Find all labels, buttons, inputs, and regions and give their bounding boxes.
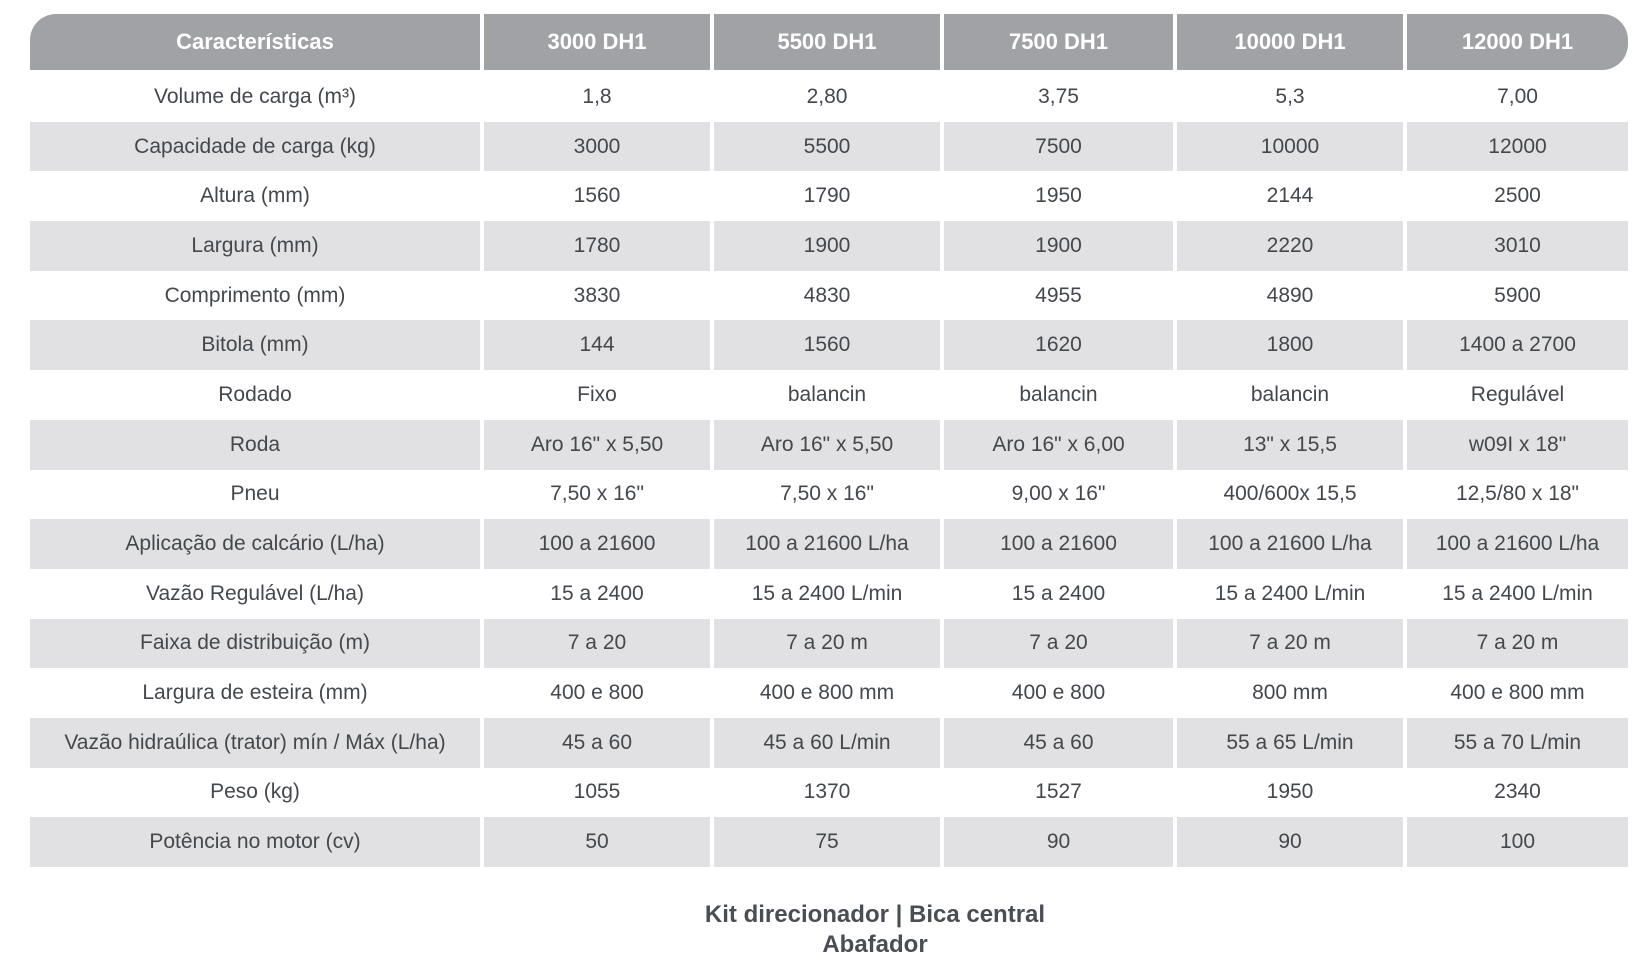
- value-cell: 13" x 15,5: [1177, 420, 1403, 470]
- row-label-cell: Aplicação de calcário (L/ha): [30, 519, 480, 569]
- value-cell: 7 a 20: [484, 619, 710, 669]
- value-cell: Fixo: [577, 382, 617, 406]
- row-label-cell: Pneu: [230, 482, 280, 506]
- accessories-line-1: Kit direcionador | Bica central: [704, 901, 1046, 928]
- row-label-cell: Rodado: [218, 382, 292, 406]
- table-row: [30, 668, 1620, 718]
- value-cell: 3010: [1407, 221, 1628, 271]
- value-cell: 7 a 20 m: [1407, 619, 1628, 669]
- value-cell: 1900: [944, 221, 1173, 271]
- value-cell: 3830: [573, 283, 621, 307]
- value-cell: 1950: [1266, 780, 1314, 804]
- value-cell: 7,50 x 16": [550, 482, 644, 506]
- value-cell: Aro 16" x 5,50: [484, 420, 710, 470]
- value-cell: 45 a 60: [484, 718, 710, 768]
- value-cell: 800 mm: [1252, 681, 1328, 705]
- value-cell: balancin: [1250, 382, 1330, 406]
- value-cell: 1,8: [582, 84, 612, 108]
- value-cell: 4890: [1266, 283, 1314, 307]
- table-row: [30, 817, 1620, 867]
- value-cell: 4830: [803, 283, 851, 307]
- value-cell: 15 a 2400: [550, 581, 644, 605]
- value-cell: Aro 16" x 5,50: [714, 420, 940, 470]
- value-cell: 1527: [1035, 780, 1082, 804]
- value-cell: 1790: [803, 184, 851, 208]
- row-label-cell: Capacidade de carga (kg): [30, 122, 480, 172]
- row-label-cell: Largura (mm): [30, 221, 480, 271]
- header-cell-12000-dh1: 12000 DH1: [1407, 14, 1628, 70]
- row-label-cell: Volume de carga (m³): [154, 84, 356, 108]
- value-cell: 100 a 21600: [484, 519, 710, 569]
- value-cell: 3,75: [1038, 84, 1079, 108]
- table-row: [30, 470, 1620, 520]
- row-label-cell: Altura (mm): [200, 184, 310, 208]
- value-cell: 1560: [714, 320, 940, 370]
- value-cell: 7,00: [1497, 84, 1538, 108]
- value-cell: 15 a 2400 L/min: [1214, 581, 1366, 605]
- row-label-cell: Largura de esteira (mm): [142, 681, 368, 705]
- accessories-note: [0, 900, 1640, 960]
- value-cell: 400 e 800: [1011, 681, 1106, 705]
- table-row: [30, 718, 1620, 768]
- value-cell: 90: [1177, 817, 1403, 867]
- value-cell: 100 a 21600 L/ha: [714, 519, 940, 569]
- row-label-cell: Comprimento (mm): [164, 283, 346, 307]
- table-row: [30, 768, 1620, 818]
- table-row: [30, 72, 1620, 122]
- row-label-cell: Faixa de distribuição (m): [30, 619, 480, 669]
- header-cell-7500-dh1: 7500 DH1: [944, 14, 1173, 70]
- row-label-cell: Roda: [30, 420, 480, 470]
- table-row: [30, 171, 1620, 221]
- value-cell: 2220: [1177, 221, 1403, 271]
- value-cell: 15 a 2400 L/min: [751, 581, 903, 605]
- value-cell: 2144: [1266, 184, 1314, 208]
- table-row: [30, 271, 1620, 321]
- value-cell: 7,50 x 16": [780, 482, 874, 506]
- value-cell: balancin: [1019, 382, 1098, 406]
- row-label-cell: Peso (kg): [210, 780, 300, 804]
- header-cell-10000-dh1: 10000 DH1: [1177, 14, 1403, 70]
- value-cell: 12000: [1407, 122, 1628, 172]
- value-cell: 10000: [1177, 122, 1403, 172]
- table-row: [30, 320, 1620, 370]
- row-label-cell: Bitola (mm): [30, 320, 480, 370]
- value-cell: 90: [944, 817, 1173, 867]
- value-cell: 5,3: [1275, 84, 1305, 108]
- value-cell: 400 e 800 mm: [759, 681, 895, 705]
- value-cell: 7 a 20 m: [714, 619, 940, 669]
- row-label-cell: Vazão hidraúlica (trator) mín / Máx (L/ha): [30, 718, 480, 768]
- value-cell: 9,00 x 16": [1011, 482, 1106, 506]
- value-cell: 15 a 2400: [1011, 581, 1106, 605]
- value-cell: 55 a 70 L/min: [1407, 718, 1628, 768]
- value-cell: w09I x 18": [1407, 420, 1628, 470]
- table-row: [30, 619, 1620, 669]
- value-cell: 7 a 20: [944, 619, 1173, 669]
- value-cell: 55 a 65 L/min: [1177, 718, 1403, 768]
- spec-table: [30, 14, 1620, 867]
- table-row: [30, 122, 1620, 172]
- value-cell: 400 e 800: [550, 681, 644, 705]
- value-cell: Regulável: [1470, 382, 1565, 406]
- value-cell: Aro 16" x 6,00: [944, 420, 1173, 470]
- value-cell: 2,80: [806, 84, 848, 108]
- value-cell: 2500: [1494, 184, 1541, 208]
- value-cell: 100 a 21600 L/ha: [1407, 519, 1628, 569]
- value-cell: 75: [714, 817, 940, 867]
- table-row: [30, 221, 1620, 271]
- value-cell: 1900: [714, 221, 940, 271]
- value-cell: balancin: [787, 382, 867, 406]
- value-cell: 3000: [484, 122, 710, 172]
- value-cell: 100 a 21600: [944, 519, 1173, 569]
- value-cell: 1560: [573, 184, 621, 208]
- value-cell: 5500: [714, 122, 940, 172]
- value-cell: 1055: [573, 780, 621, 804]
- table-row: [30, 370, 1620, 420]
- value-cell: 400/600x 15,5: [1223, 482, 1357, 506]
- table-header-row: [30, 14, 1620, 70]
- value-cell: 1370: [803, 780, 851, 804]
- value-cell: 400 e 800 mm: [1450, 681, 1585, 705]
- value-cell: 1400 a 2700: [1407, 320, 1628, 370]
- value-cell: 7500: [944, 122, 1173, 172]
- value-cell: 100 a 21600 L/ha: [1177, 519, 1403, 569]
- value-cell: 12,5/80 x 18": [1455, 482, 1580, 506]
- value-cell: 144: [484, 320, 710, 370]
- header-cell-5500-dh1: 5500 DH1: [714, 14, 940, 70]
- header-cell-caracteristicas: Características: [30, 14, 480, 70]
- accessories-line-2: Abafador: [822, 931, 928, 958]
- row-label-cell: Potência no motor (cv): [30, 817, 480, 867]
- value-cell: 1950: [1035, 184, 1082, 208]
- value-cell: 1780: [484, 221, 710, 271]
- value-cell: 45 a 60 L/min: [714, 718, 940, 768]
- value-cell: 1800: [1177, 320, 1403, 370]
- value-cell: 100: [1407, 817, 1628, 867]
- table-body: [30, 72, 1620, 867]
- value-cell: 4955: [1035, 283, 1082, 307]
- value-cell: 5900: [1494, 283, 1541, 307]
- value-cell: 45 a 60: [944, 718, 1173, 768]
- row-label-cell: Vazão Regulável (L/ha): [146, 581, 364, 605]
- table-row: [30, 420, 1620, 470]
- value-cell: 2340: [1494, 780, 1541, 804]
- table-row: [30, 519, 1620, 569]
- value-cell: 50: [484, 817, 710, 867]
- value-cell: 7 a 20 m: [1177, 619, 1403, 669]
- value-cell: 1620: [944, 320, 1173, 370]
- table-row: [30, 569, 1620, 619]
- header-cell-3000-dh1: 3000 DH1: [484, 14, 710, 70]
- value-cell: 15 a 2400 L/min: [1442, 581, 1593, 605]
